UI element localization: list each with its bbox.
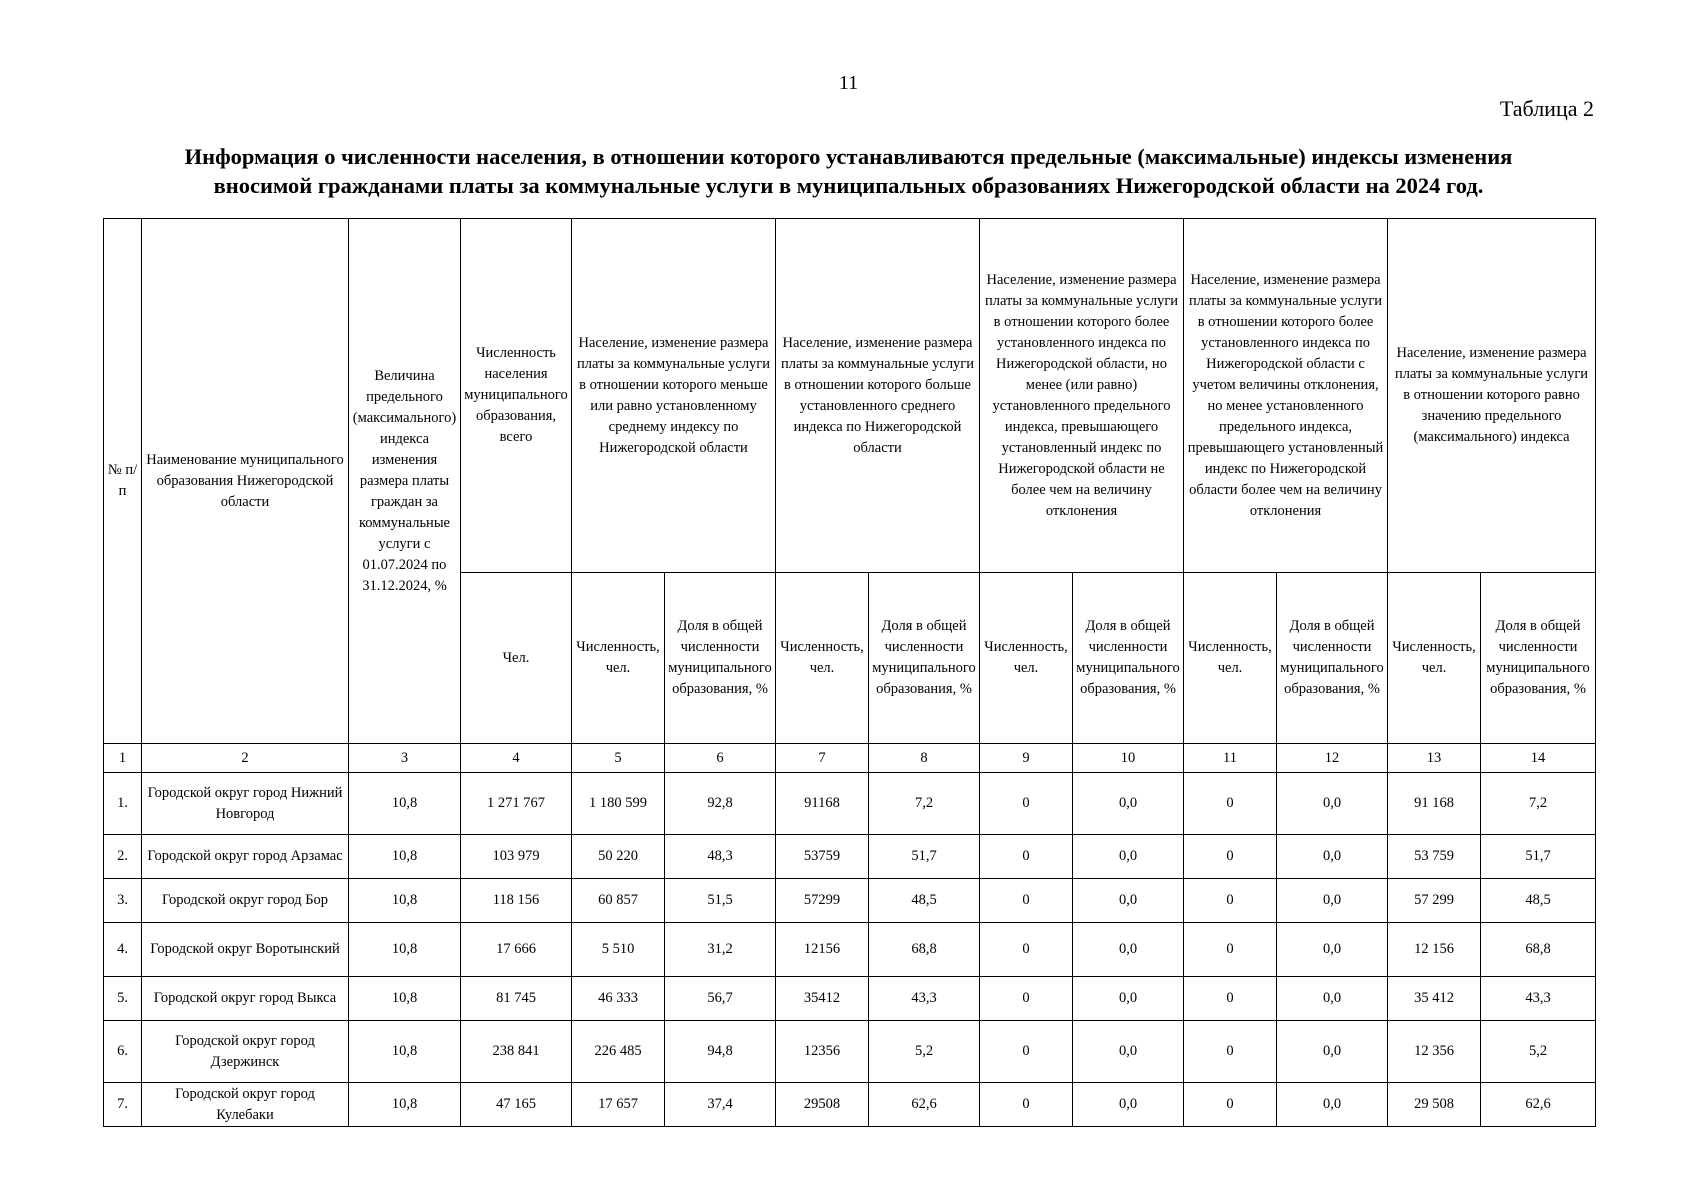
share-within-deviation: 0,0	[1073, 835, 1184, 879]
table-row	[104, 835, 1596, 879]
header-group-1: Население, изменение размера платы за коммунальные услуги в отношении которого меньше или равно установленному среднему индексу по Нижегородской области	[572, 219, 776, 573]
table-row	[104, 977, 1596, 1021]
count-below-average: 50 220	[572, 835, 665, 879]
share-at-max-index: 68,8	[1481, 923, 1596, 977]
count-above-average: 91168	[776, 773, 869, 835]
share-below-average: 92,8	[665, 773, 776, 835]
count-within-deviation: 0	[980, 835, 1073, 879]
max-index: 10,8	[349, 977, 461, 1021]
subheader-count: Численность, чел.	[1388, 573, 1481, 744]
column-number: 2	[142, 744, 349, 773]
municipality-name: Городской округ Воротынский	[142, 923, 349, 977]
share-within-deviation: 0,0	[1073, 1083, 1184, 1127]
column-number: 7	[776, 744, 869, 773]
subheader-share: Доля в общей численности муниципального образования, %	[869, 573, 980, 744]
row-number: 2.	[104, 835, 142, 879]
share-at-max-index: 51,7	[1481, 835, 1596, 879]
share-within-deviation: 0,0	[1073, 977, 1184, 1021]
count-at-max-index: 91 168	[1388, 773, 1481, 835]
share-above-average: 68,8	[869, 923, 980, 977]
share-above-average: 7,2	[869, 773, 980, 835]
share-at-max-index: 48,5	[1481, 879, 1596, 923]
count-within-deviation: 0	[980, 773, 1073, 835]
count-beyond-deviation: 0	[1184, 923, 1277, 977]
population-total: 47 165	[461, 1083, 572, 1127]
count-above-average: 35412	[776, 977, 869, 1021]
municipality-name: Городской округ город Дзержинск	[142, 1021, 349, 1083]
population-total: 81 745	[461, 977, 572, 1021]
share-below-average: 37,4	[665, 1083, 776, 1127]
header-group-4: Население, изменение размера платы за коммунальные услуги в отношении которого более установленного индекса по Нижегородской области с учетом величины отклонения, но менее установленного предельного индекса, превышающего установленный индекс по Нижегородской области более чем на величину отклонения	[1184, 219, 1388, 573]
count-at-max-index: 29 508	[1388, 1083, 1481, 1127]
max-index: 10,8	[349, 923, 461, 977]
subheader-people: Чел.	[461, 573, 572, 744]
header-num: № п/п	[104, 219, 142, 744]
municipality-name: Городской округ город Кулебаки	[142, 1083, 349, 1127]
header-name: Наименование муниципального образования Нижегородской области	[142, 219, 349, 744]
page-number: 11	[838, 72, 859, 94]
share-within-deviation: 0,0	[1073, 773, 1184, 835]
share-at-max-index: 43,3	[1481, 977, 1596, 1021]
column-number: 10	[1073, 744, 1184, 773]
column-number: 1	[104, 744, 142, 773]
count-beyond-deviation: 0	[1184, 977, 1277, 1021]
header-group-3: Население, изменение размера платы за коммунальные услуги в отношении которого более установленного индекса по Нижегородской области, но менее (или равно) установленного предельного индекса, превышающего установленный индекс по Нижегородской области не более чем на величину отклонения	[980, 219, 1184, 573]
count-below-average: 60 857	[572, 879, 665, 923]
column-number: 3	[349, 744, 461, 773]
max-index: 10,8	[349, 1083, 461, 1127]
max-index: 10,8	[349, 1021, 461, 1083]
population-total: 1 271 767	[461, 773, 572, 835]
count-within-deviation: 0	[980, 977, 1073, 1021]
column-number: 14	[1481, 744, 1596, 773]
share-below-average: 31,2	[665, 923, 776, 977]
municipality-name: Городской округ город Арзамас	[142, 835, 349, 879]
column-number-row	[104, 744, 1596, 773]
column-number: 12	[1277, 744, 1388, 773]
row-number: 3.	[104, 879, 142, 923]
max-index: 10,8	[349, 773, 461, 835]
count-at-max-index: 53 759	[1388, 835, 1481, 879]
municipality-name: Городской округ город Нижний Новгород	[142, 773, 349, 835]
share-beyond-deviation: 0,0	[1277, 923, 1388, 977]
count-within-deviation: 0	[980, 923, 1073, 977]
count-at-max-index: 35 412	[1388, 977, 1481, 1021]
municipality-name: Городской округ город Выкса	[142, 977, 349, 1021]
count-beyond-deviation: 0	[1184, 879, 1277, 923]
count-below-average: 5 510	[572, 923, 665, 977]
subheader-share: Доля в общей численности муниципального образования, %	[1481, 573, 1596, 744]
share-beyond-deviation: 0,0	[1277, 1083, 1388, 1127]
count-at-max-index: 57 299	[1388, 879, 1481, 923]
subheader-count: Численность, чел.	[980, 573, 1073, 744]
share-below-average: 56,7	[665, 977, 776, 1021]
share-above-average: 51,7	[869, 835, 980, 879]
population-total: 118 156	[461, 879, 572, 923]
share-at-max-index: 5,2	[1481, 1021, 1596, 1083]
row-number: 7.	[104, 1083, 142, 1127]
column-number: 5	[572, 744, 665, 773]
count-at-max-index: 12 156	[1388, 923, 1481, 977]
subheader-share: Доля в общей численности муниципального образования, %	[1277, 573, 1388, 744]
population-table	[103, 218, 1596, 1127]
table-label: Таблица 2	[1499, 96, 1594, 121]
count-within-deviation: 0	[980, 1021, 1073, 1083]
count-above-average: 12156	[776, 923, 869, 977]
share-beyond-deviation: 0,0	[1277, 977, 1388, 1021]
subheader-share: Доля в общей численности муниципального образования, %	[1073, 573, 1184, 744]
document-title	[103, 142, 1594, 200]
column-number: 13	[1388, 744, 1481, 773]
count-below-average: 46 333	[572, 977, 665, 1021]
share-beyond-deviation: 0,0	[1277, 1021, 1388, 1083]
share-above-average: 5,2	[869, 1021, 980, 1083]
count-above-average: 53759	[776, 835, 869, 879]
column-number: 9	[980, 744, 1073, 773]
table-row	[104, 879, 1596, 923]
max-index: 10,8	[349, 879, 461, 923]
share-above-average: 43,3	[869, 977, 980, 1021]
population-total: 238 841	[461, 1021, 572, 1083]
share-above-average: 48,5	[869, 879, 980, 923]
population-total: 103 979	[461, 835, 572, 879]
table-row	[104, 1083, 1596, 1127]
header-population: Численность населения муниципального образования, всего	[461, 219, 572, 573]
title-line-1: Информация о численности населения, в отношении которого устанавливаются предельные (максимальные) индексы изменения	[184, 144, 1513, 169]
share-below-average: 94,8	[665, 1021, 776, 1083]
count-beyond-deviation: 0	[1184, 835, 1277, 879]
column-number: 11	[1184, 744, 1277, 773]
row-number: 4.	[104, 923, 142, 977]
title-line-2: вносимой гражданами платы за коммунальные услуги в муниципальных образованиях Нижегородской области на 2024 год.	[213, 173, 1484, 198]
share-beyond-deviation: 0,0	[1277, 773, 1388, 835]
share-at-max-index: 7,2	[1481, 773, 1596, 835]
table-row	[104, 1021, 1596, 1083]
share-within-deviation: 0,0	[1073, 879, 1184, 923]
subheader-count: Численность, чел.	[572, 573, 665, 744]
column-number: 8	[869, 744, 980, 773]
row-number: 1.	[104, 773, 142, 835]
row-number: 5.	[104, 977, 142, 1021]
subheader-count: Численность, чел.	[776, 573, 869, 744]
share-below-average: 48,3	[665, 835, 776, 879]
count-within-deviation: 0	[980, 1083, 1073, 1127]
count-below-average: 17 657	[572, 1083, 665, 1127]
header-group-2: Население, изменение размера платы за коммунальные услуги в отношении которого больше установленного среднего индекса по Нижегородской области	[776, 219, 980, 573]
table-row	[104, 773, 1596, 835]
row-number: 6.	[104, 1021, 142, 1083]
column-number: 6	[665, 744, 776, 773]
population-total: 17 666	[461, 923, 572, 977]
count-beyond-deviation: 0	[1184, 1083, 1277, 1127]
municipality-name: Городской округ город Бор	[142, 879, 349, 923]
count-below-average: 226 485	[572, 1021, 665, 1083]
share-within-deviation: 0,0	[1073, 923, 1184, 977]
count-above-average: 29508	[776, 1083, 869, 1127]
count-below-average: 1 180 599	[572, 773, 665, 835]
count-above-average: 57299	[776, 879, 869, 923]
share-at-max-index: 62,6	[1481, 1083, 1596, 1127]
header-index: Величина предельного (максимального) индекса изменения размера платы граждан за коммунальные услуги с 01.07.2024 по 31.12.2024, %	[349, 219, 461, 744]
share-beyond-deviation: 0,0	[1277, 835, 1388, 879]
subheader-count: Численность, чел.	[1184, 573, 1277, 744]
count-beyond-deviation: 0	[1184, 773, 1277, 835]
share-above-average: 62,6	[869, 1083, 980, 1127]
max-index: 10,8	[349, 835, 461, 879]
share-beyond-deviation: 0,0	[1277, 879, 1388, 923]
header-group-5: Население, изменение размера платы за коммунальные услуги в отношении которого равно значению предельного (максимального) индекса	[1388, 219, 1596, 573]
count-within-deviation: 0	[980, 879, 1073, 923]
column-number: 4	[461, 744, 572, 773]
count-at-max-index: 12 356	[1388, 1021, 1481, 1083]
count-beyond-deviation: 0	[1184, 1021, 1277, 1083]
table-row	[104, 923, 1596, 977]
share-below-average: 51,5	[665, 879, 776, 923]
count-above-average: 12356	[776, 1021, 869, 1083]
subheader-share: Доля в общей численности муниципального образования, %	[665, 573, 776, 744]
share-within-deviation: 0,0	[1073, 1021, 1184, 1083]
